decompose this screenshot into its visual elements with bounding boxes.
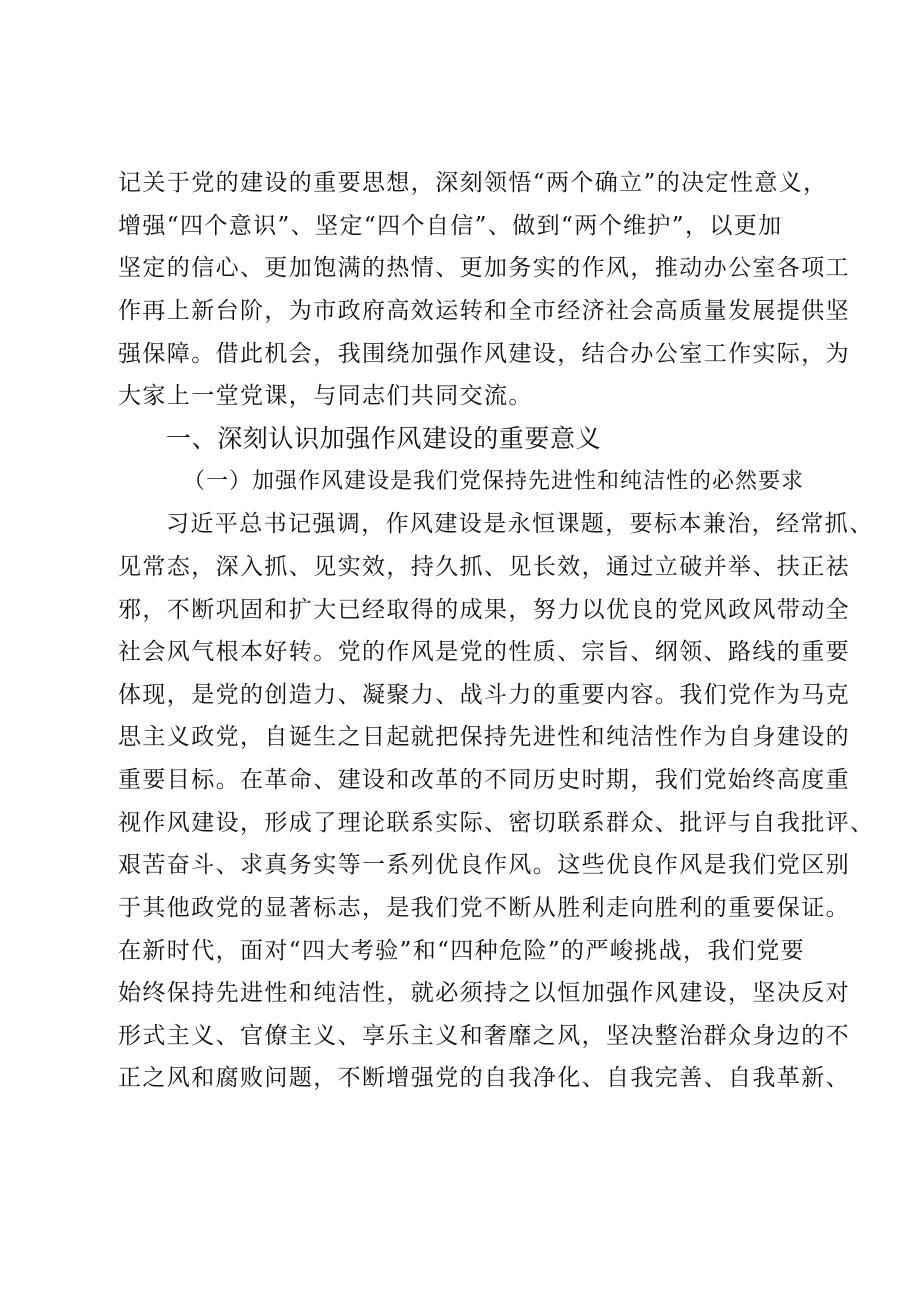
body-line: 重要目标。在革命、建设和改革的不同历史时期，我们党始终高度重 <box>118 767 850 793</box>
body-line: 在新时代，面对“四大考验”和“四种危险”的严峻挑战，我们党要 <box>118 938 806 964</box>
intro-line: 坚定的信心、更加饱满的热情、更加务实的作风，推动办公室各项工 <box>118 255 850 281</box>
body-line: 艰苦奋斗、求真务实等一系列优良作风。这些优良作风是我们党区别 <box>118 852 850 878</box>
body-line: 体现，是党的创造力、凝聚力、战斗力的重要内容。我们党作为马克 <box>118 682 850 708</box>
body-line: 邪，不断巩固和扩大已经取得的成果，努力以优良的党风政风带动全 <box>118 597 850 623</box>
intro-line: 强保障。借此机会，我围绕加强作风建设，结合办公室工作实际，为 <box>118 341 850 367</box>
subsection-heading: （一）加强作风建设是我们党保持先进性和纯洁性的必然要求 <box>183 469 805 494</box>
intro-line: 大家上一堂党课，与同志们共同交流。 <box>118 383 533 409</box>
body-line: 形式主义、官僚主义、享乐主义和奢靡之风，坚决整治群众身边的不 <box>118 1023 850 1049</box>
intro-line: 增强“四个意识”、坚定“四个自信”、做到“两个维护”，以更加 <box>118 213 783 239</box>
body-line: 始终保持先进性和纯洁性，就必须持之以恒加强作风建设，坚决反对 <box>118 980 850 1006</box>
intro-line: 作再上新台阶，为市政府高效运转和全市经济社会高质量发展提供坚 <box>118 298 850 324</box>
body-line: 见常态，深入抓、见实效，持久抓、见长效，通过立破并举、扶正祛 <box>118 554 850 580</box>
body-line: 视作风建设，形成了理论联系实际、密切联系群众、批评与自我批评、 <box>118 810 875 836</box>
intro-line: 记关于党的建设的重要思想，深刻领悟“两个确立”的决定性意义， <box>118 170 828 196</box>
body-line: 习近平总书记强调，作风建设是永恒课题，要标本兼治，经常抓、 <box>166 511 874 537</box>
body-line: 于其他政党的显著标志，是我们党不断从胜利走向胜利的重要保证。 <box>118 895 850 921</box>
body-line: 思主义政党，自诞生之日起就把保持先进性和纯洁性作为自身建设的 <box>118 724 850 750</box>
body-line: 社会风气根本好转。党的作风是党的性质、宗旨、纲领、路线的重要 <box>118 639 850 665</box>
section-heading: 一、深刻认识加强作风建设的重要意义 <box>166 424 602 453</box>
body-line: 正之风和腐败问题，不断增强党的自我净化、自我完善、自我革新、 <box>118 1065 850 1091</box>
